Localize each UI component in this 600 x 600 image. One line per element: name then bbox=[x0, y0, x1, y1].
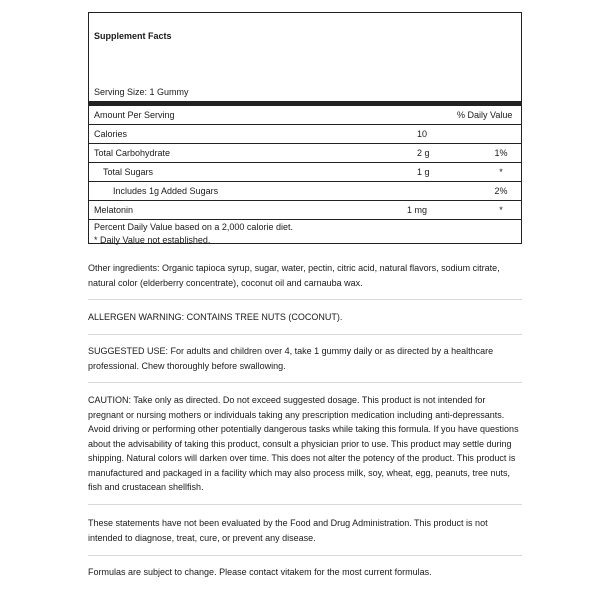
daily-value-label: % Daily Value bbox=[457, 110, 513, 120]
suggested-use: SUGGESTED USE: For adults and children over 4, take 1 gummy daily or as directed by a healthcare professional. Chew thoroughly before swallowing. bbox=[88, 346, 494, 371]
nutrient-row: Melatonin 1 mg * bbox=[94, 205, 503, 215]
header-row bbox=[89, 107, 521, 123]
supplement-facts-panel bbox=[88, 12, 522, 244]
fda-statement: These statements have not been evaluated by the Food and Drug Administration. This product is not intended to diagnose, treat, cure, or prevent any disease. bbox=[88, 518, 488, 543]
amount-per-serving-label: Amount Per Serving bbox=[94, 110, 175, 120]
nutrient-row: Total Carbohydrate 2 g 1% bbox=[94, 148, 508, 158]
nutrient-row: Total Sugars 1 g * bbox=[103, 167, 503, 177]
formulas-note: Formulas are subject to change. Please contact vitakem for the most current formulas. bbox=[88, 567, 432, 577]
thick-divider bbox=[89, 101, 521, 106]
footnote-dv-not-established: * Daily Value not established. bbox=[94, 235, 211, 245]
caution: CAUTION: Take only as directed. Do not exceed suggested dosage. This product is not intended for pregnant or nursing mothers or individuals taking any prescription medication including anti-depressants. Avoid driving or performing other potentially dangerous tasks while taking this formula. If you have questions about the advisability of taking this product, consult a physician prior to use. This product may settle during shipping. Natural colors will darken over time. This does not alter the potency of the product. This product is manufactured and packaged in a facility which may also process milk, soy, wheat, egg, peanuts, tree nuts, fish and crustacean shellfish. bbox=[88, 395, 519, 492]
nutrient-row: Calories 10 bbox=[94, 129, 428, 139]
nutrient-row: Includes 1g Added Sugars 2% bbox=[113, 186, 508, 196]
other-ingredients: Other ingredients: Organic tapioca syrup, sugar, water, pectin, citric acid, natural flavors, sodium citrate, natural color (elderberry concentrate), coconut oil and carnauba wax. bbox=[88, 263, 500, 288]
footnote-percent-dv: Percent Daily Value based on a 2,000 calorie diet. bbox=[94, 222, 293, 232]
serving-size: Serving Size: 1 Gummy bbox=[94, 87, 189, 97]
facts-title: Supplement Facts bbox=[94, 31, 172, 41]
allergen-warning: ALLERGEN WARNING: CONTAINS TREE NUTS (COCONUT). bbox=[88, 312, 343, 322]
